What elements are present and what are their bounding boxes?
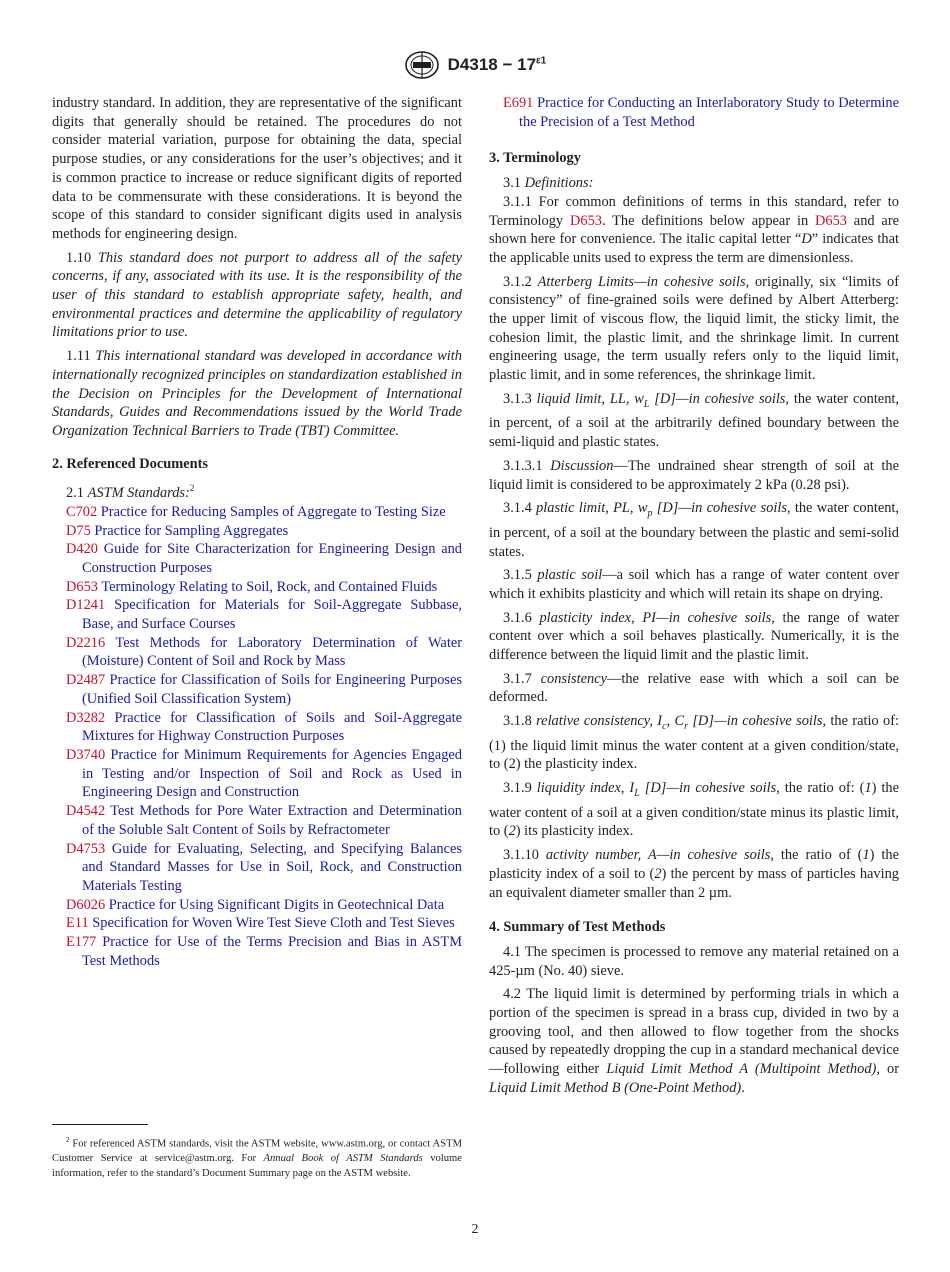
- reference-code[interactable]: D2487: [66, 672, 106, 689]
- reference-d75[interactable]: [52, 522, 462, 541]
- footnote: $^2$ For referenced ASTM standards, visit the ASTM website, www.astm.org, or contact ASTM Customer Service at service@astm.org. For Annual Book of ASTM Standards volume information, refer to the standard’s Document Summary page on the ASTM website.: [52, 1136, 462, 1179]
- paragraph-3-1-7: 3.1.7 consistency—the relative ease with which a soil can be deformed.: [489, 670, 899, 706]
- reference-e691[interactable]: E691 Practice for Conducting an Interlaboratory Study to Determine the Precision of a Test Method: [503, 95, 899, 130]
- paragraph-3-1-5: 3.1.5 plastic soil—a soil which has a range of water content over which it exhibits plasticity and which will retain its shape on drying.: [489, 567, 899, 602]
- reference-code[interactable]: D3740: [66, 747, 106, 763]
- reference-title[interactable]: Terminology Relating to Soil, Rock, and Contained Fluids: [101, 578, 438, 595]
- reference-code[interactable]: D1241: [66, 597, 106, 614]
- section-heading-summary-of-test-methods: 4. Summary of Test Methods: [489, 919, 666, 936]
- reference-e177[interactable]: [52, 933, 462, 970]
- reference-title[interactable]: Practice for Minimum Requirements for Agencies Engaged in Testing and/or Inspection of Soil and Rock as Used in Engineering Design and Construction: [82, 747, 462, 801]
- reference-title[interactable]: Test Methods for Pore Water Extraction and Determination of the Soluble Salt Content of Soils by Refractometer: [82, 803, 462, 838]
- paragraph-3-1-3-1: 3.1.3.1 Discussion—The undrained shear strength of soil at the liquid limit is considered to be approximately 2 kPa (0.28 psi).: [489, 457, 899, 493]
- reference-code[interactable]: D4753: [66, 840, 106, 857]
- reference-d3282[interactable]: [52, 709, 462, 746]
- reference-title[interactable]: Specification for Woven Wire Test Sieve Cloth and Test Sieves: [92, 915, 455, 932]
- page-header: [0, 50, 950, 85]
- astm-logo-icon: [404, 50, 440, 80]
- reference-code[interactable]: D653: [66, 578, 98, 595]
- reference-code[interactable]: D3282: [66, 709, 106, 726]
- paragraph-3-1-8: 3.1.8 relative consistency, $I_c$, $C_r$ [D]—in cohesive soils, the ratio of: (1) the liquid limit minus the water content at a given condition/state, to (2) the plasticity index.: [489, 713, 899, 773]
- reference-d2487[interactable]: [52, 671, 462, 708]
- reference-code[interactable]: D420: [66, 541, 98, 558]
- reference-d2216[interactable]: [52, 634, 462, 671]
- reference-title[interactable]: Test Methods for Laboratory Determination of Water (Moisture) Content of Soil and Rock by Mass: [82, 634, 462, 670]
- reference-code[interactable]: D4542: [66, 803, 106, 820]
- reference-title[interactable]: Specification for Materials for Soil-Aggregate Subbase, Base, and Surface Courses: [82, 597, 462, 633]
- footnote-divider: [52, 1124, 148, 1125]
- reference-title[interactable]: Practice for Reducing Samples of Aggregate to Testing Size: [100, 503, 446, 520]
- reference-title[interactable]: Practice for Classification of Soils and Soil-Aggregate Mixtures for Highway Construction Purposes: [82, 709, 462, 745]
- left-column: [52, 94, 462, 974]
- link-d653[interactable]: D653: [569, 212, 602, 229]
- reference-e11[interactable]: [52, 914, 462, 933]
- reference-d1241[interactable]: [52, 596, 462, 633]
- reference-title[interactable]: Practice for Sampling Aggregates: [94, 522, 289, 539]
- paragraph-4-1: 4.1 The specimen is processed to remove any material retained on a 425-µm (No. 40) sieve.: [489, 943, 899, 979]
- reference-code[interactable]: D75: [66, 522, 91, 539]
- right-column: [489, 94, 899, 1103]
- reference-code[interactable]: E177: [66, 934, 97, 951]
- section-heading-terminology: 3. Terminology: [489, 150, 581, 167]
- reference-d4753[interactable]: [52, 840, 462, 896]
- paragraph-3-1-9: 3.1.9 liquidity index, $I_L$ [D]—in cohesive soils, the ratio of: (1) the water content of a soil at a given condition/state minus its plastic limit, to (2) its plasticity index.: [489, 780, 900, 840]
- paragraph-3-1-2: 3.1.2 Atterberg Limits—in cohesive soils, originally, six “limits of consistency” of fine-grained soils were defined by Albert Atterberg: the upper limit of viscous flow, the liquid limit, the sticky limit, the cohesion limit, the plastic limit, and the shrinkage limit. In current engineering usage, the term usually refers only to the liquid limit, plastic limit, and in some references, the shrinkage limit.: [489, 273, 899, 384]
- paragraph-1-11: 1.11 This international standard was developed in accordance with internationally recognized principles on standardization established in the Decision on Principles for the Development of International Standards, Guides and Recommendations issued by the World Trade Organization Technical Barriers to Trade (TBT) Committee.: [52, 348, 462, 439]
- reference-code[interactable]: C702: [66, 503, 98, 520]
- paragraph-1-9-continued: industry standard. In addition, they are representative of the significant digits that generally should be retained. The procedures do not consider material variation, purpose for obtaining the data, special purpose studies, or any considerations for the user’s objectives; and it is common practice to increase or reduce significant digits of reported data to be commensurate with these considerations. It is beyond the scope of this standard to consider significant digits used in analysis methods for engineering design.: [52, 95, 462, 242]
- reference-d4542[interactable]: [52, 802, 462, 839]
- reference-title[interactable]: Practice for Classification of Soils for Engineering Purposes (Unified Soil Classification System): [82, 672, 462, 707]
- paragraph-3-1: 3.1 Definitions:: [503, 175, 594, 192]
- document-id: $D4318 - 17^{\varepsilon 1}$: [447, 55, 547, 74]
- paragraph-4-2: 4.2 The liquid limit is determined by performing trials in which a portion of the specimen is spread in a brass cup, divided in two by a grooving tool, and then allowed to flow together from the shocks caused by repeatedly dropping the cup in a standard mechanical device—following either Liquid Limit Method A (Multipoint Method), or Liquid Limit Method B (One-Point Method).: [489, 986, 899, 1096]
- reference-d653[interactable]: [52, 578, 462, 597]
- paragraph-3-1-4: 3.1.4 plastic limit, PL, $w_p$ [D]—in cohesive soils, the water content, in percent, of a soil at the boundary between the plastic and semi-solid states.: [489, 500, 900, 560]
- paragraph-3-1-1: 3.1.1 For common definitions of terms in this standard, refer to Terminology D653. The definitions below appear in D653 and are shown here for convenience. The italic capital letter “D” indicates that the applicable units used to express the term are dimensionless.: [489, 193, 899, 266]
- reference-title[interactable]: Practice for Use of the Terms Precision and Bias in ASTM Test Methods: [82, 934, 462, 969]
- reference-title[interactable]: Guide for Evaluating, Selecting, and Specifying Balances and Standard Masses for Use in Soil, Rock, and Construction Materials Testing: [82, 840, 462, 894]
- reference-title[interactable]: Guide for Site Characterization for Engineering Design and Construction Purposes: [82, 541, 462, 576]
- page-number: 2: [471, 1222, 479, 1237]
- paragraph-3-1-6: 3.1.6 plasticity index, PI—in cohesive soils, the range of water content over which a soil behaves plastically. Numerically, it is the difference between the liquid limit and the plastic limit.: [489, 609, 899, 664]
- paragraph-3-1-10: 3.1.10 activity number, A—in cohesive soils, the ratio of (1) the plasticity index of a soil to (2) the percent by mass of particles having an equivalent diameter smaller than 2 µm.: [489, 847, 899, 901]
- reference-d3740[interactable]: [52, 746, 462, 802]
- section-heading-referenced-documents: 2. Referenced Documents: [52, 455, 208, 472]
- paragraph-3-1-3: 3.1.3 liquid limit, LL, $w_L$ [D]—in cohesive soils, the water content, in percent, of a soil at the arbitrarily defined boundary between the semi-liquid and plastic states.: [489, 390, 899, 451]
- reference-code[interactable]: E11: [66, 915, 89, 932]
- reference-c702[interactable]: [52, 503, 462, 522]
- reference-code[interactable]: D6026: [66, 896, 106, 913]
- paragraph-1-10: 1.10 This standard does not purport to address all of the safety concerns, if any, associated with its use. It is the responsibility of the user of this standard to establish appropriate safety, health, and environmental practices and determine the applicability of regulatory limitations prior to use.: [52, 249, 462, 341]
- reference-d6026[interactable]: [52, 896, 462, 915]
- reference-code[interactable]: D2216: [66, 634, 106, 651]
- link-d653[interactable]: D653: [814, 212, 847, 229]
- reference-title[interactable]: Practice for Using Significant Digits in Geotechnical Data: [108, 896, 445, 913]
- paragraph-2-1: 2.1 ASTM Standards:$^2$: [66, 483, 195, 502]
- reference-d420[interactable]: [52, 540, 462, 577]
- referenced-standards-list: [52, 503, 462, 971]
